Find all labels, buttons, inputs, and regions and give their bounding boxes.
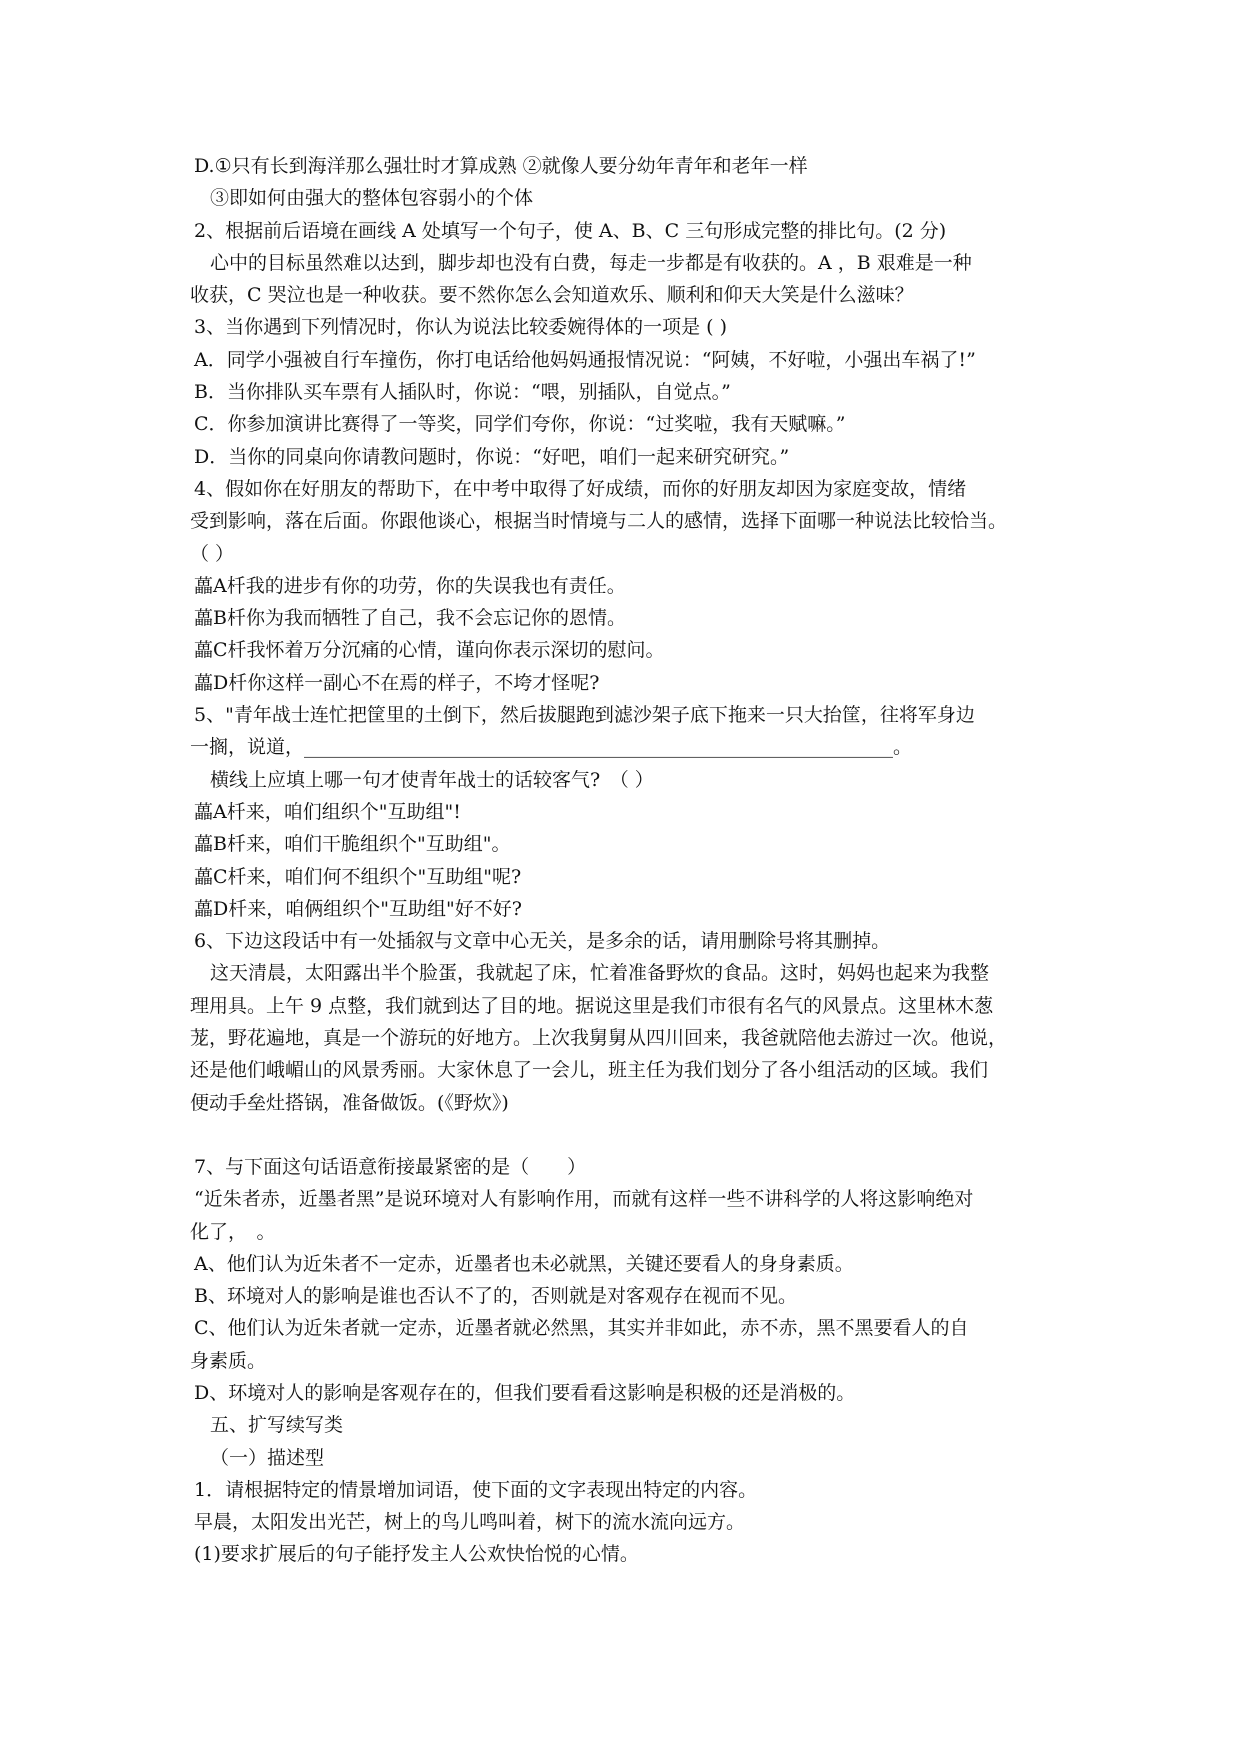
text-line: 这天清晨，太阳露出半个脸蛋，我就起了床，忙着准备野炊的食品。这时，妈妈也起来为我整 [210,962,990,985]
text-line: ③即如何由强大的整体包容弱小的个体 [210,187,534,210]
text-line: 身素质。 [190,1349,267,1372]
text-line: 藟C杄我怀着万分沉痛的心情，谨向你表示深切的慰问。 [194,639,665,662]
blank-line [190,1119,1070,1151]
text-line: B、环境对人的影响是谁也否认不了的，否则就是对客观存在视而不见。 [194,1285,797,1308]
text-line: 藟C杄来，咱们何不组织个"互助组"呢? [194,865,522,888]
text-line: 心中的目标虽然难以达到，脚步却也没有白费，每走一步都是有收获的。A ，B 艰难是一种 [210,251,972,274]
text-line: 横线上应填上哪一句才使青年战士的话较客气? （ ） [210,768,654,791]
subsection-heading: （一）描述型 [210,1446,325,1469]
text-line: 藟A杄我的进步有你的功劳，你的失误我也有责任。 [194,574,626,597]
text-line: 理用具。上午 9 点整，我们就到达了目的地。据说这里是我们市很有名气的风景点。这里林木葱 [190,994,994,1017]
text-line: A、他们认为近朱者不一定赤，近墨者也未必就黑，关键还要看人的身身素质。 [194,1252,854,1275]
text-line: 一搁，说道，______________________________________________________________。 [190,736,913,759]
text-line: D、环境对人的影响是客观存在的，但我们要看看这影响是积极的还是消极的。 [194,1381,856,1404]
text-line: 3、当你遇到下列情况时，你认为说法比较委婉得体的一项是 ( ) [194,316,727,339]
text-line: 茏，野花遍地，真是一个游玩的好地方。上次我舅舅从四川回来，我爸就陪他去游过一次。他说， [190,1027,1008,1050]
text-line: D．当你的同桌向你请教问题时，你说：“好吧，咱们一起来研究研究。” [194,445,790,468]
text-line: 藟D杄来，咱俩组织个"互助组"好不好? [194,897,522,920]
text-line: 还是他们峨嵋山的风景秀丽。大家休息了一会儿，班主任为我们划分了各小组活动的区域。我们 [190,1059,989,1082]
text-line: 4、假如你在好朋友的帮助下，在中考中取得了好成绩，而你的好朋友却因为家庭变故，情绪 [194,477,967,500]
document-page [190,150,1070,1571]
text-line: 6、下边这段话中有一处插叙与文章中心无关，是多余的话，请用删除号将其删掉。 [194,930,891,953]
text-line: 5、"青年战士连忙把筐里的土倒下，然后拔腿跑到滤沙架子底下拖来一只大抬筐，往将军身边 [194,704,975,727]
text-line: 7、与下面这句话语意衔接最紧密的是（ ） [194,1155,587,1178]
text-line: 便动手垒灶搭锅，准备做饭。(《野炊》) [190,1091,509,1114]
text-line: D.①只有长到海洋那么强壮时才算成熟 ②就像人要分幼年青年和老年一样 [194,155,808,177]
text-line: 藟A杄来，咱们组织个"互助组"! [194,800,461,823]
text-line: C．你参加演讲比赛得了一等奖，同学们夸你，你说：“过奖啦，我有天赋嘛。” [194,413,846,436]
text-line: 受到影响，落在后面。你跟他谈心，根据当时情境与二人的感情，选择下面哪一种说法比较恰当。 [190,510,1008,533]
text-line: 化了， 。 [190,1220,276,1243]
text-line: 早晨，太阳发出光芒，树上的鸟儿鸣叫着，树下的流水流向远方。 [194,1511,746,1534]
text-line: A．同学小强被自行车撞伤，你打电话给他妈妈通报情况说：“阿姨，不好啦，小强出车祸了!” [194,348,976,371]
text-line: 1．请根据特定的情景增加词语，使下面的文字表现出特定的内容。 [194,1478,758,1501]
text-line: 藟B杄你为我而牺牲了自己，我不会忘记你的恩情。 [194,607,626,630]
text-line: B．当你排队买车票有人插队时，你说：“喂，别插队，自觉点。” [194,381,731,404]
text-line: C、他们认为近朱者就一定赤，近墨者就必然黑，其实并非如此，赤不赤，黑不黑要看人的自 [194,1317,969,1340]
text-line: （ ） [190,542,235,565]
text-line: 藟B杄来，咱们干脆组织个"互助组"。 [194,833,511,856]
text-line: 收获，C 哭泣也是一种收获。要不然你怎么会知道欢乐、顺利和仰天大笑是什么滋味？ [190,284,914,307]
text-line: 2、根据前后语境在画线 A 处填写一个句子，使 A、B、C 三句形成完整的排比句。(2 分) [194,219,947,242]
text-line: “近朱者赤，近墨者黑”是说环境对人有影响作用，而就有这样一些不讲科学的人将这影响绝对 [194,1188,974,1211]
section-heading: 五、扩写续写类 [210,1414,344,1437]
text-line: 藟D杄你这样一副心不在焉的样子，不垮才怪呢? [194,671,600,694]
text-line: (1)要求扩展后的句子能抒发主人公欢快怡悦的心情。 [194,1543,639,1566]
